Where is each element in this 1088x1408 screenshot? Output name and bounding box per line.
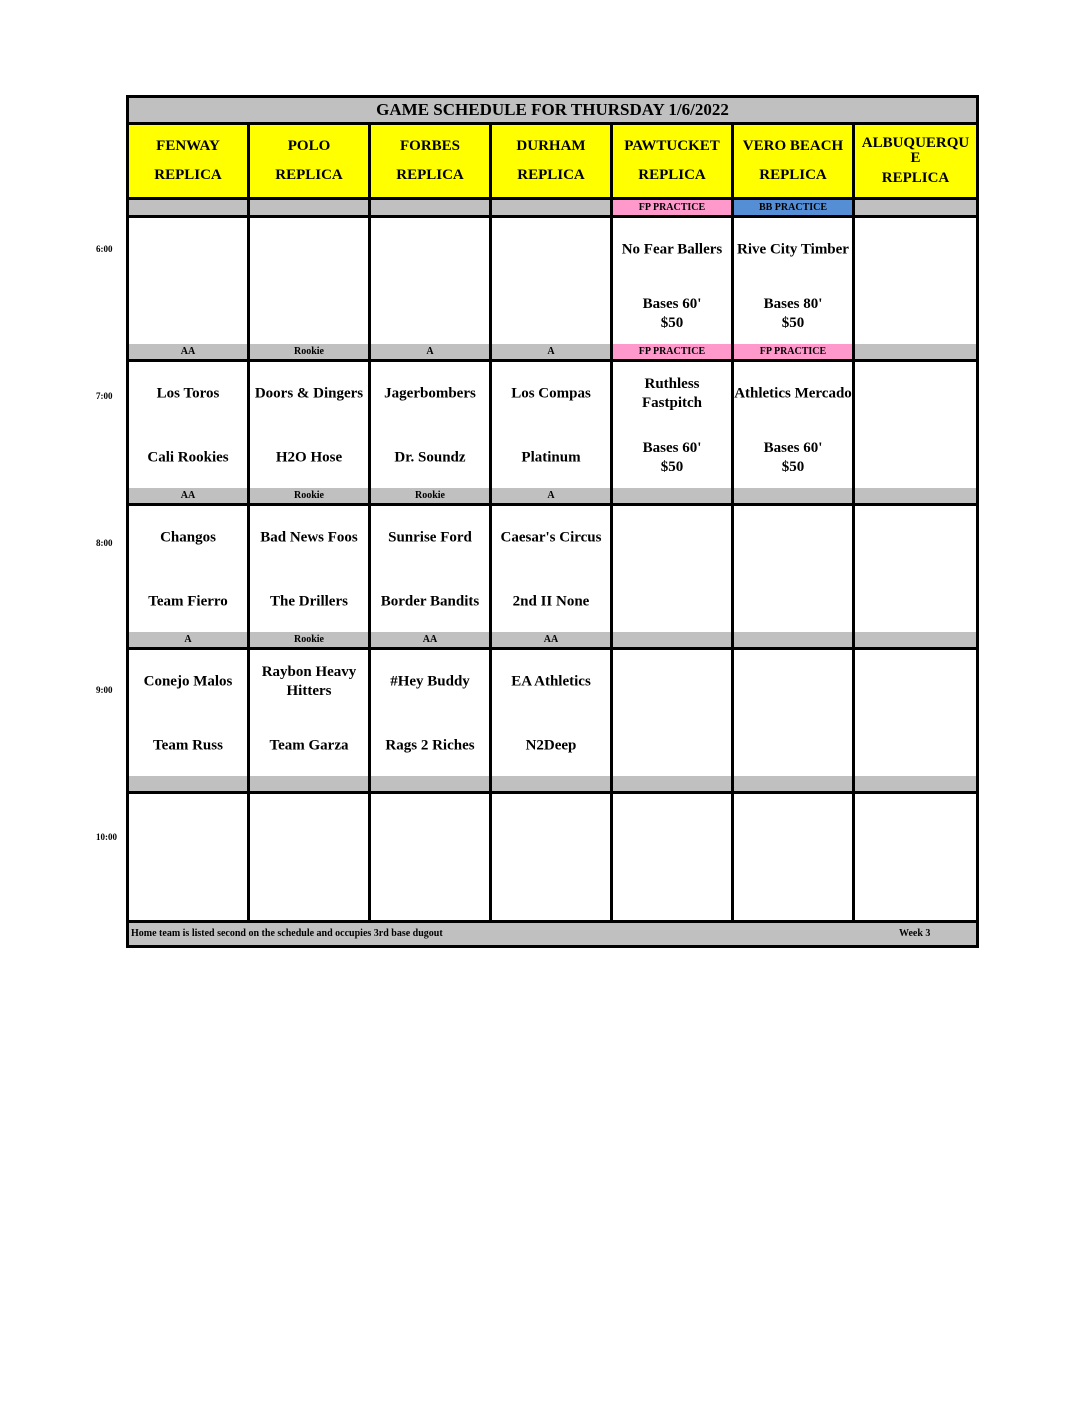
game-cell [250,362,371,488]
field-name: VERO BEACH [742,138,844,154]
schedule-sheet [126,95,979,948]
division-label: A [492,488,613,503]
game-cell [371,362,492,488]
division-label: A [492,344,613,359]
field-header-pawtucket [613,125,734,197]
division-label [613,488,734,503]
schedule-body [129,197,976,920]
home-team: Dr. Soundz [394,449,466,466]
field-sub: REPLICA [759,167,827,183]
division-label [613,632,734,647]
game-cell [250,794,371,920]
game-cell [734,506,855,632]
division-row [129,632,976,650]
division-label [371,200,492,215]
field-name: ALBUQUERQUE [861,135,970,166]
away-team: No Fear Ballers [621,241,723,258]
game-cell [613,362,734,488]
field-sub: REPLICA [881,170,950,186]
home-team: Cali Rookies [147,449,229,466]
division-label: Rookie [371,488,492,503]
home-team: Platinum [521,449,581,466]
division-label: AA [492,632,613,647]
division-label: A [371,344,492,359]
field-name: FENWAY [156,138,220,154]
away-team: Rive City Timber [737,241,849,258]
division-label [371,776,492,791]
field-header-durham [492,125,613,197]
game-cell [855,506,976,632]
games-row [129,506,976,632]
division-label [613,776,734,791]
home-team: Team Garza [269,737,349,754]
away-team: Athletics Mercado [734,385,852,402]
game-cell [129,650,250,776]
division-label [492,200,613,215]
field-sub: REPLICA [638,167,706,183]
away-team: Changos [160,529,216,546]
game-cell [492,794,613,920]
field-name: PAWTUCKET [624,138,720,154]
away-team: EA Athletics [511,673,591,690]
away-team: Doors & Dingers [254,385,364,402]
time-label: 10:00 [96,832,117,842]
division-row [129,344,976,362]
away-team: Bad News Foos [260,529,358,546]
game-cell [492,506,613,632]
home-team: 2nd II None [512,593,590,610]
away-team: Caesar's Circus [500,529,602,546]
division-label [734,488,855,503]
game-cell [855,362,976,488]
home-team: Border Bandits [380,593,480,610]
game-cell [129,362,250,488]
games-row [129,362,976,488]
game-cell [855,650,976,776]
away-team: Jagerbombers [384,385,476,402]
division-label: FP PRACTICE [734,344,855,359]
week-label: Week 3 [899,928,931,939]
game-cell [734,794,855,920]
division-label [855,488,976,503]
schedule-footer [129,920,976,945]
time-label: 8:00 [96,538,113,548]
away-team: Los Toros [156,385,220,402]
game-cell [371,794,492,920]
division-label: FP PRACTICE [613,344,734,359]
game-cell [250,218,371,344]
home-team: N2Deep [525,737,577,754]
field-name: DURHAM [516,138,586,154]
division-label: FP PRACTICE [613,200,734,215]
field-header-albuquerque [855,125,976,197]
game-cell [129,794,250,920]
field-name: FORBES [399,138,460,154]
game-cell [613,794,734,920]
game-cell [129,506,250,632]
field-sub: REPLICA [396,167,464,183]
away-team: Raybon Heavy Hitters [261,664,357,699]
time-label: 9:00 [96,685,113,695]
division-label: AA [371,632,492,647]
footer-note: Home team is listed second on the schedule and occupies 3rd base dugout [131,928,443,939]
home-team: H2O Hose [275,449,343,466]
division-label [129,776,250,791]
division-label: Rookie [250,344,371,359]
game-cell [734,218,855,344]
field-header-row [129,125,976,197]
field-header-fenway [129,125,250,197]
division-label [250,200,371,215]
away-team: Ruthless Fastpitch [642,376,702,411]
away-team: Sunrise Ford [388,529,472,546]
away-team: #Hey Buddy [390,673,470,690]
game-cell [371,650,492,776]
game-cell [492,362,613,488]
home-team: Bases 80' $50 [763,296,823,331]
game-cell [250,650,371,776]
home-team: Bases 60' $50 [642,296,702,331]
division-label: AA [129,488,250,503]
game-cell [492,650,613,776]
division-label [855,632,976,647]
division-label: BB PRACTICE [734,200,855,215]
division-label: AA [129,344,250,359]
division-label [855,200,976,215]
home-team: Team Fierro [148,593,228,610]
time-label: 6:00 [96,244,113,254]
home-team: Rags 2 Riches [385,737,475,754]
game-cell [855,794,976,920]
division-label: A [129,632,250,647]
division-row [129,488,976,506]
away-team: Conejo Malos [143,673,233,690]
games-row [129,650,976,776]
game-cell [492,218,613,344]
game-cell [613,218,734,344]
game-cell [129,218,250,344]
field-sub: REPLICA [517,167,585,183]
division-label [855,776,976,791]
field-header-forbes [371,125,492,197]
division-label: Rookie [250,632,371,647]
division-label [855,344,976,359]
game-cell [371,506,492,632]
field-header-vero-beach [734,125,855,197]
games-row [129,794,976,920]
field-sub: REPLICA [275,167,343,183]
game-cell [734,362,855,488]
game-cell [250,506,371,632]
division-label: Rookie [250,488,371,503]
field-header-polo [250,125,371,197]
home-team: Bases 60' $50 [763,440,823,475]
home-team: The Drillers [270,593,348,610]
division-label [734,632,855,647]
home-team: Team Russ [153,737,223,754]
home-team: Bases 60' $50 [642,440,702,475]
page-title: GAME SCHEDULE FOR THURSDAY 1/6/2022 [129,98,976,125]
division-label [492,776,613,791]
division-label [129,200,250,215]
division-row [129,197,976,218]
division-label [734,776,855,791]
time-label: 7:00 [96,391,113,401]
games-row [129,218,976,344]
field-sub: REPLICA [154,167,222,183]
division-label [250,776,371,791]
game-cell [371,218,492,344]
game-cell [613,506,734,632]
field-name: POLO [287,138,331,154]
game-cell [855,218,976,344]
game-cell [734,650,855,776]
division-row [129,776,976,794]
game-cell [613,650,734,776]
away-team: Los Compas [511,385,591,402]
